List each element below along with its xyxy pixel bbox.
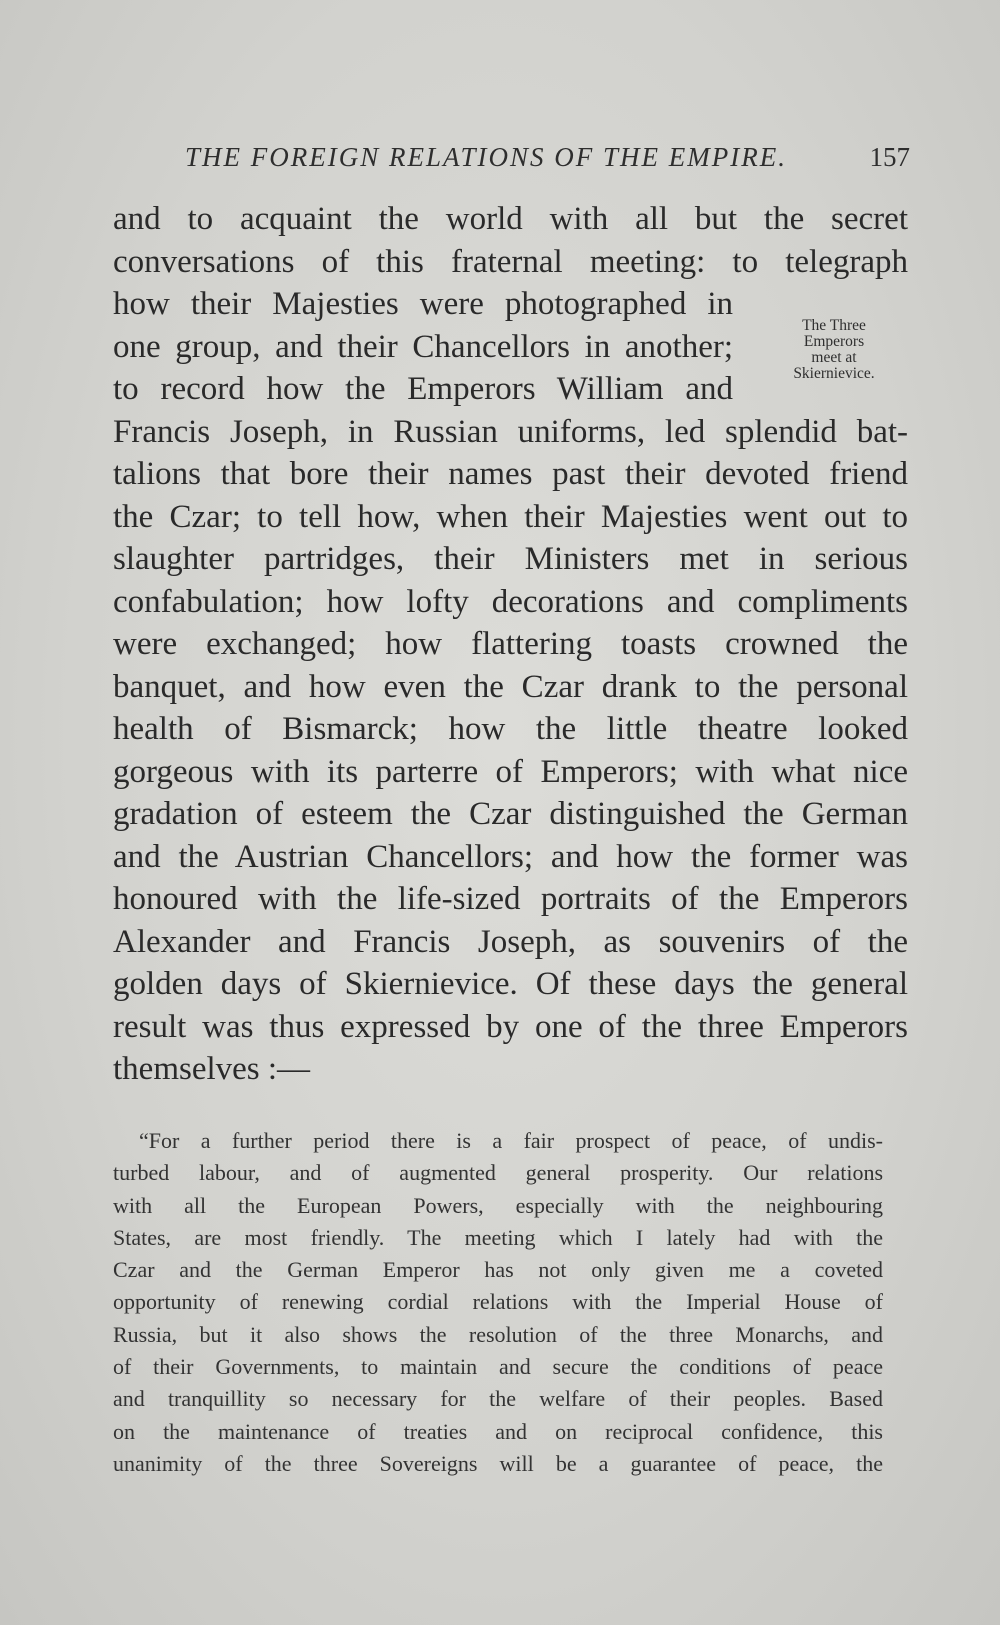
page-number: 157 (869, 142, 910, 172)
quote-line: unanimity of the three Sovereigns will be a guarantee of peace, the (113, 1450, 883, 1476)
quote-line: Russia, but it also shows the resolution of the three Monarchs, and (113, 1321, 883, 1347)
body-line: gradation of esteem the Czar distinguished the German (113, 796, 908, 832)
running-title: THE FOREIGN RELATIONS OF THE EMPIRE. (185, 142, 787, 172)
quote-line: Czar and the German Emperor has not only given me a coveted (113, 1257, 883, 1283)
body-line: and the Austrian Chancellors; and how the former was (113, 838, 908, 875)
margin-note-line: The Three (802, 317, 866, 334)
body-line: and to acquaint the world with all but the secret (113, 201, 908, 237)
quote-line: of their Governments, to maintain and secure the conditions of peace (113, 1354, 883, 1380)
body-line: honoured with the life-sized portraits of the Emperors (113, 881, 908, 917)
body-line: the Czar; to tell how, when their Majesties went out to (113, 498, 908, 535)
quote-line: on the maintenance of treaties and on reciprocal confidence, this (113, 1418, 883, 1444)
body-line: golden days of Skiernievice. Of these days the general (113, 966, 908, 1002)
body-line: confabulation; how lofty decorations and compliments (113, 583, 908, 620)
margin-note-line: meet at (811, 349, 857, 366)
margin-note-line: Emperors (803, 333, 865, 350)
body-line: gorgeous with its parterre of Emperors; with what nice (113, 753, 908, 790)
quote-line: and tranquillity so necessary for the welfare of their peoples. Based (113, 1386, 883, 1412)
body-line: Alexander and Francis Joseph, as souvenirs of the (113, 923, 908, 960)
body-line: conversations of this fraternal meeting: to telegraph (113, 243, 908, 280)
quote-line: “For a further period there is a fair prospect of peace, of undis- (139, 1128, 883, 1153)
quote-line: States, are most friendly. The meeting which I lately had with the (113, 1224, 883, 1250)
body-line: one group, and their Chancellors in another; (113, 328, 733, 365)
body-line: banquet, and how even the Czar drank to the personal (113, 668, 908, 705)
body-line: result was thus expressed by one of the three Emperors (113, 1008, 908, 1045)
body-line: themselves :— (113, 1051, 311, 1087)
margin-note (768, 318, 900, 382)
body-line: were exchanged; how flattering toasts crowned the (113, 626, 908, 662)
body-line: how their Majesties were photographed in (113, 286, 733, 322)
body-line: to record how the Emperors William and (113, 371, 733, 407)
body-line: talions that bore their names past their devoted friend (113, 456, 908, 492)
body-line: slaughter partridges, their Ministers met in serious (113, 541, 908, 577)
quote-line: opportunity of renewing cordial relations with the Imperial House of (113, 1289, 883, 1315)
body-line: Francis Joseph, in Russian uniforms, led splendid bat- (113, 413, 908, 450)
quote-line: with all the European Powers, especially with the neighbouring (113, 1192, 883, 1218)
block-quote (113, 1125, 883, 1480)
body-line: health of Bismarck; how the little theatre looked (113, 711, 908, 747)
margin-note-line: Skiernievice. (793, 365, 875, 382)
running-head (185, 142, 910, 178)
quote-line: turbed labour, and of augmented general prosperity. Our relations (113, 1160, 883, 1186)
